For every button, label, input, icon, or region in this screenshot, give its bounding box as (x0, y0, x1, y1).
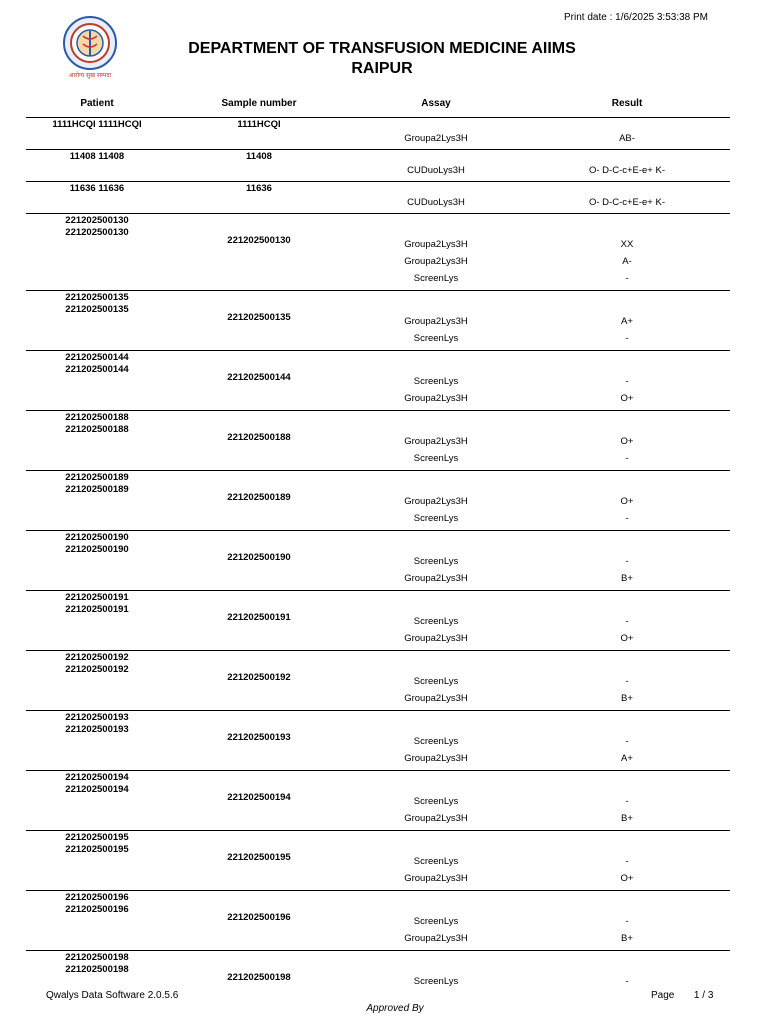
assay-name: Groupa2Lys3H (404, 933, 468, 944)
page-number: 1 / 3 (693, 990, 714, 1001)
sample-number: 221202500135 (227, 312, 291, 323)
assay-name: Groupa2Lys3H (404, 873, 468, 884)
assay-name: Groupa2Lys3H (404, 573, 468, 584)
assay-result: A+ (621, 316, 633, 327)
logo-caption: आरोग्य सुख सम्पदा (68, 72, 112, 79)
sample-number: 1111HCQI (237, 119, 281, 130)
assay-name: ScreenLys (413, 976, 459, 987)
patient-name: 221202500144 (65, 364, 129, 375)
sample-number: 221202500188 (227, 432, 291, 443)
assay-result: - (625, 856, 629, 867)
row-divider (26, 181, 730, 182)
patient-name: 221202500188 (65, 412, 129, 423)
patient-name: 221202500191 (65, 604, 129, 615)
assay-name: ScreenLys (413, 273, 459, 284)
assay-name: ScreenLys (413, 333, 459, 344)
assay-result: - (625, 736, 629, 747)
sample-number: 11636 (246, 183, 272, 194)
patient-name: 221202500191 (65, 592, 129, 603)
assay-name: Groupa2Lys3H (404, 496, 468, 507)
assay-name: Groupa2Lys3H (404, 133, 468, 144)
row-divider (26, 710, 730, 711)
row-divider (26, 530, 730, 531)
assay-result: O+ (620, 393, 634, 404)
page-label: Page (651, 990, 675, 1001)
report-title (170, 39, 594, 79)
row-divider (26, 470, 730, 471)
assay-result: O- D-C-c+E-e+ K- (588, 165, 665, 176)
sample-number: 221202500195 (227, 852, 291, 863)
patient-name: 221202500192 (65, 652, 129, 663)
sample-number: 221202500198 (227, 972, 291, 983)
sample-number: 221202500191 (227, 612, 291, 623)
patient-name: 221202500198 (65, 964, 129, 975)
row-divider (26, 290, 730, 291)
patient-name: 221202500188 (65, 424, 129, 435)
sample-number: 221202500196 (227, 912, 291, 923)
assay-name: Groupa2Lys3H (404, 633, 468, 644)
patient-name: 11636 11636 (69, 183, 125, 194)
assay-name: ScreenLys (413, 376, 459, 387)
assay-result: - (625, 376, 629, 387)
sample-number: 221202500189 (227, 492, 291, 503)
patient-name: 221202500195 (65, 832, 129, 843)
patient-name: 221202500130 (65, 227, 129, 238)
patient-name: 221202500196 (65, 904, 129, 915)
patient-name: 221202500195 (65, 844, 129, 855)
assay-result: - (625, 513, 629, 524)
patient-name: 221202500198 (65, 952, 129, 963)
patient-name: 221202500190 (65, 544, 129, 555)
sample-number: 221202500194 (227, 792, 291, 803)
assay-result: A+ (621, 753, 633, 764)
patient-name: 221202500194 (65, 784, 129, 795)
footer-software: Qwalys Data Software 2.0.5.6 (46, 990, 179, 1001)
assay-name: ScreenLys (413, 556, 459, 567)
assay-result: XX (620, 239, 634, 250)
assay-result: - (625, 916, 629, 927)
patient-name: 221202500194 (65, 772, 129, 783)
row-divider (26, 350, 730, 351)
assay-name: CUDuoLys3H (407, 197, 465, 208)
patient-name: 221202500196 (65, 892, 129, 903)
patient-name: 221202500193 (65, 724, 129, 735)
assay-result: B+ (621, 573, 633, 584)
approved-by: Approved By (366, 1003, 424, 1014)
assay-result: O+ (620, 496, 634, 507)
patient-name: 221202500192 (65, 664, 129, 675)
patient-name: 221202500135 (65, 292, 129, 303)
title-line-2: RAIPUR (351, 60, 413, 77)
assay-result: AB- (619, 133, 635, 144)
patient-name: 221202500193 (65, 712, 129, 723)
assay-name: Groupa2Lys3H (404, 813, 468, 824)
patient-name: 1111HCQI 1111HCQI (52, 119, 142, 130)
sample-number: 221202500193 (227, 732, 291, 743)
column-header-patient: Patient (80, 98, 114, 109)
column-header-assay: Assay (421, 98, 451, 109)
assay-name: Groupa2Lys3H (404, 239, 468, 250)
assay-result: - (625, 333, 629, 344)
assay-name: Groupa2Lys3H (404, 393, 468, 404)
assay-result: O+ (620, 633, 634, 644)
patient-name: 221202500130 (65, 215, 129, 226)
sample-number: 11408 (246, 151, 272, 162)
assay-result: B+ (621, 933, 633, 944)
assay-name: ScreenLys (413, 453, 459, 464)
assay-result: O+ (620, 436, 634, 447)
row-divider (26, 213, 730, 214)
footer-page (651, 990, 713, 1001)
assay-result: B+ (621, 813, 633, 824)
sample-number: 221202500192 (227, 672, 291, 683)
row-divider (26, 590, 730, 591)
assay-result: - (625, 556, 629, 567)
assay-result: O- D-C-c+E-e+ K- (588, 197, 665, 208)
row-divider (26, 890, 730, 891)
title-line-1: DEPARTMENT OF TRANSFUSION MEDICINE AIIMS (188, 40, 576, 57)
assay-name: Groupa2Lys3H (404, 256, 468, 267)
patient-name: 221202500144 (65, 352, 129, 363)
row-divider (26, 950, 730, 951)
sample-number: 221202500190 (227, 552, 291, 563)
assay-result: - (625, 273, 629, 284)
row-divider (26, 830, 730, 831)
column-header-sample: Sample number (221, 98, 297, 109)
assay-result: B+ (621, 693, 633, 704)
assay-name: ScreenLys (413, 856, 459, 867)
row-divider (26, 770, 730, 771)
assay-name: Groupa2Lys3H (404, 436, 468, 447)
assay-name: ScreenLys (413, 736, 459, 747)
aiims-logo (59, 16, 121, 80)
patient-name: 11408 11408 (69, 151, 125, 162)
header-divider (26, 117, 730, 118)
patient-name: 221202500189 (65, 472, 129, 483)
assay-result: - (625, 796, 629, 807)
column-header-result: Result (611, 98, 643, 109)
assay-result: - (625, 676, 629, 687)
sample-number: 221202500144 (227, 372, 291, 383)
assay-name: ScreenLys (413, 796, 459, 807)
assay-name: ScreenLys (413, 616, 459, 627)
print-date: Print date : 1/6/2025 3:53:38 PM (564, 12, 708, 23)
assay-name: Groupa2Lys3H (404, 316, 468, 327)
patient-name: 221202500135 (65, 304, 129, 315)
assay-result: A- (622, 256, 632, 267)
sample-number: 221202500130 (227, 235, 291, 246)
assay-result: O+ (620, 873, 634, 884)
assay-name: ScreenLys (413, 513, 459, 524)
assay-result: - (625, 976, 629, 987)
assay-result: - (625, 453, 629, 464)
assay-name: ScreenLys (413, 916, 459, 927)
assay-name: CUDuoLys3H (407, 165, 465, 176)
row-divider (26, 410, 730, 411)
patient-name: 221202500189 (65, 484, 129, 495)
assay-name: Groupa2Lys3H (404, 753, 468, 764)
assay-result: - (625, 616, 629, 627)
row-divider (26, 650, 730, 651)
patient-name: 221202500190 (65, 532, 129, 543)
assay-name: ScreenLys (413, 676, 459, 687)
assay-name: Groupa2Lys3H (404, 693, 468, 704)
row-divider (26, 149, 730, 150)
